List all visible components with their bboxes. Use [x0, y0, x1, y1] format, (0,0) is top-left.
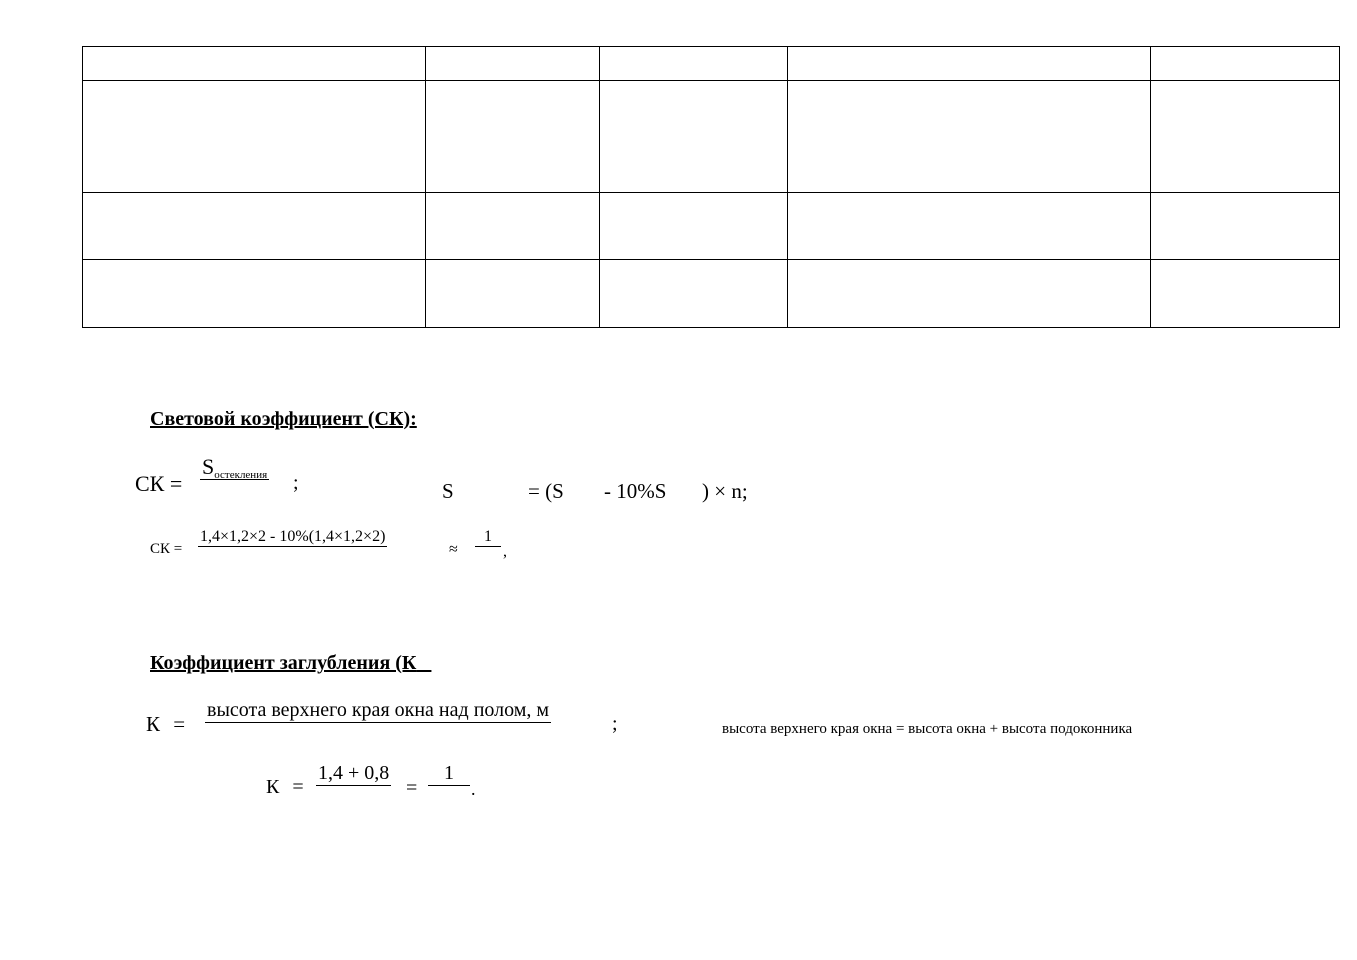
- table-cell: [83, 193, 426, 260]
- table-cell: [83, 81, 426, 193]
- light-result-numerator: 1: [475, 528, 501, 547]
- table-row: [83, 260, 1340, 328]
- table-cell: [426, 81, 600, 193]
- depth-calc-fraction: [316, 762, 391, 786]
- table-cell: [1151, 260, 1340, 328]
- table-cell: [426, 47, 600, 81]
- depth-calc-numerator: 1,4 + 0,8: [318, 762, 390, 784]
- data-table: [82, 46, 1340, 328]
- depth-calc-tail: .: [471, 779, 476, 799]
- depth-result-numerator: 1: [428, 762, 470, 786]
- table-cell: [600, 47, 788, 81]
- light-calc-numerator: 1,4×1,2×2 - 10%(1,4×1,2×2): [198, 528, 387, 547]
- glazing-expr-3: ) × n;: [702, 479, 748, 503]
- depth-formula-numerator: высота верхнего края окна над полом, м: [207, 699, 550, 721]
- table-row: [83, 47, 1340, 81]
- table-row: [83, 81, 1340, 193]
- table-cell: [426, 260, 600, 328]
- table-cell: [1151, 81, 1340, 193]
- glazing-expr-1: = (S: [528, 479, 564, 503]
- light-calc-approx: ≈: [449, 541, 458, 558]
- light-calc-fraction: [198, 528, 387, 547]
- depth-coefficient-heading: [150, 652, 431, 675]
- glazing-area-symbol: S: [202, 454, 215, 479]
- table-cell: [1151, 47, 1340, 81]
- depth-formula-tail: ;: [612, 713, 618, 735]
- table-cell: [788, 193, 1151, 260]
- depth-formula-fraction: [205, 699, 551, 723]
- depth-result-fraction: [428, 762, 470, 786]
- table-cell: [788, 81, 1151, 193]
- table-cell: [600, 193, 788, 260]
- glazing-s: S: [442, 479, 454, 503]
- table-row: [83, 193, 1340, 260]
- light-coefficient-heading: Световой коэффициент (СК):: [150, 408, 417, 430]
- table-cell: [1151, 193, 1340, 260]
- depth-formula-lhs: К =: [146, 712, 186, 736]
- light-formula-numerator: [200, 454, 269, 480]
- depth-calc-lhs: К =: [266, 776, 304, 798]
- table-cell: [83, 260, 426, 328]
- table-cell: [788, 260, 1151, 328]
- light-formula-tail: ;: [293, 472, 299, 494]
- table-cell: [426, 193, 600, 260]
- light-calc-lhs: СК =: [150, 541, 183, 557]
- glazing-expr-2: - 10%S: [604, 479, 667, 503]
- depth-calc-equals: =: [406, 777, 418, 799]
- table-cell: [600, 81, 788, 193]
- light-formula-fraction: [200, 454, 269, 480]
- table-cell: [83, 47, 426, 81]
- light-result-fraction: [475, 528, 501, 547]
- table-cell: [788, 47, 1151, 81]
- table-cell: [600, 260, 788, 328]
- window-height-note: высота верхнего края окна = высота окна + высота подоконника: [722, 721, 1133, 737]
- light-formula-lhs: СК =: [135, 471, 183, 496]
- depth-heading-text: Коэффициент заглубления (К: [150, 652, 417, 674]
- light-calc-tail: ,: [503, 543, 507, 560]
- glazing-area-subscript: остекления: [214, 469, 268, 481]
